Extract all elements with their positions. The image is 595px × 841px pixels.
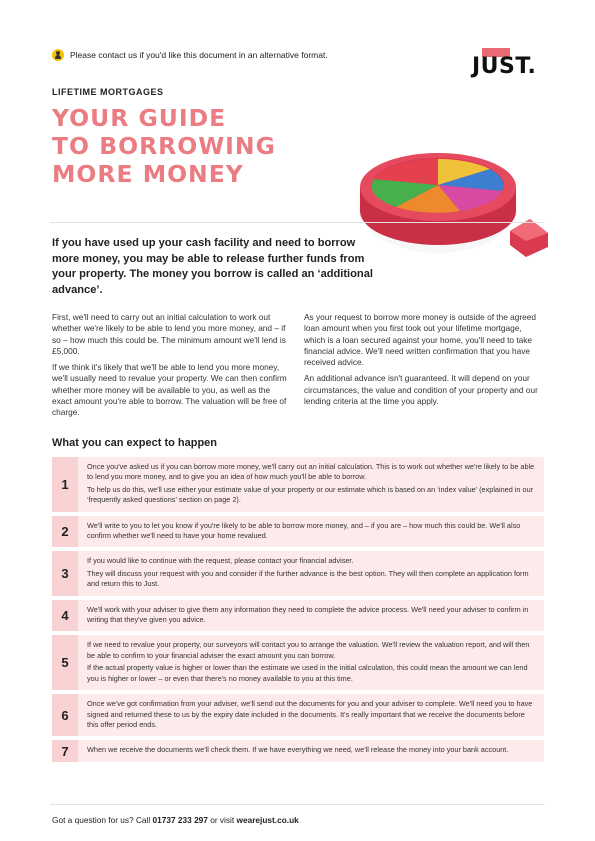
step-text	[78, 516, 544, 548]
step-item	[52, 516, 544, 548]
left-column	[52, 312, 288, 424]
alternative-format-note: Please contact us if you'd like this document in an alternative format.	[70, 50, 328, 60]
step-text	[78, 694, 544, 736]
step-paragraph: We'll write to you to let you know if you're likely to be able to borrow more money, and – if you are – how much this could be. We'll also confirm whether we'll need to have your home revalued.	[87, 520, 521, 541]
title-line: YOUR GUIDE	[52, 104, 227, 132]
step-paragraph: Once we've got confirmation from your adviser, we'll send out the documents for you and your adviser to complete. We'll need you to have signed and returned these to us by the expiry date included in the documents. It's really important that we receive the documents before this offer period ends.	[87, 699, 533, 729]
footer-middle: or visit	[207, 815, 237, 825]
person-info-icon	[52, 49, 64, 61]
title-line: MORE MONEY	[52, 160, 244, 188]
step-text	[78, 600, 544, 632]
intro-paragraph: If you have used up your cash facility and need to borrow more money, you may be able to release further funds from your property. The money you borrow is called an ‘additional advance’.	[52, 237, 373, 296]
step-text	[78, 635, 544, 690]
footer-prefix: Got a question for us? Call	[52, 815, 153, 825]
divider	[50, 222, 545, 223]
step-item	[52, 551, 544, 595]
step-number: 4	[52, 600, 78, 632]
step-text	[78, 457, 544, 512]
footer-contact	[52, 815, 299, 825]
step-item	[52, 600, 544, 632]
section-kicker: LIFETIME MORTGAGES	[52, 87, 164, 97]
page-title	[52, 104, 312, 188]
step-paragraph: If you would like to continue with the request, please contact your financial adviser.	[87, 556, 354, 566]
body-paragraph: First, we'll need to carry out an initial calculation to work out whether we're likely to be able to lend you more money, and – if so – how much this could be. The minimum amount we'll lend is £5,000.	[52, 312, 286, 356]
logo-text: JUST.	[472, 54, 537, 79]
just-logo	[472, 48, 550, 78]
website-link[interactable]: wearejust.co.uk	[236, 815, 299, 825]
step-item	[52, 635, 544, 690]
steps-heading: What you can expect to happen	[52, 437, 218, 449]
step-item	[52, 457, 544, 512]
step-text	[78, 551, 544, 595]
step-paragraph: Once you've asked us if you can borrow more money, we'll carry out an initial calculation. This is to work out whether we're likely to be able to lend you more money, and to give you an idea of how much you'll be able to borrow.	[87, 462, 535, 482]
accessibility-note	[52, 48, 452, 62]
step-paragraph: They will discuss your request with you and consider if the further advance is the best option. They will then complete an application form and return this to Just.	[87, 568, 529, 589]
title-line: TO BORROWING	[52, 132, 276, 160]
body-paragraph: An additional advance isn't guaranteed. It will depend on your circumstances, the value and condition of your property and our lending criteria at the time you apply.	[304, 373, 538, 407]
step-paragraph: If we need to revalue your property, our surveyors will contact you to arrange the valuation. We'll review the valuation report, and will then be able to confirm to your financial adviser the exact amount you can borrow.	[87, 640, 530, 660]
step-paragraph: We'll work with your adviser to give them any information they need to complete the advice process. We'll need your adviser to confirm in writing that they've given you advice.	[87, 604, 529, 625]
steps-list	[52, 457, 544, 766]
step-text	[78, 740, 544, 761]
phone-number[interactable]: 01737 233 297	[152, 815, 208, 825]
body-paragraph: As your request to borrow more money is outside of the agreed loan amount when you first took out your lifetime mortgage, which is a loan secured against your home, you'll need to take financial advice. We'll need written confirmation that you have received advice.	[304, 312, 536, 368]
step-number: 5	[52, 635, 78, 690]
step-number: 6	[52, 694, 78, 736]
body-paragraph: If we think it's likely that we'll be able to lend you more money, we'll usually need to revalue your property. We can then confirm whether more money will be available to you, as well as the exact amount you're able to borrow. The valuation will be free of charge.	[52, 362, 287, 418]
step-number: 3	[52, 551, 78, 595]
step-paragraph: If the actual property value is higher or lower than the estimate we used in the initial calculation, this could mean the amount we can lend you is higher or lower – or even that there's no money available to you at this time.	[87, 663, 528, 683]
step-number: 2	[52, 516, 78, 548]
step-number: 1	[52, 457, 78, 512]
step-paragraph: To help us do this, we'll use either your estimate value of your property or our estimate which is based on an ‘index value’ (explained in our ‘frequently asked questions’ section on page 2).	[87, 484, 534, 505]
step-number: 7	[52, 740, 78, 761]
step-item	[52, 740, 544, 761]
footer-divider	[50, 804, 545, 805]
right-column	[304, 312, 542, 412]
step-paragraph: When we receive the documents we'll check them. If we have everything we need, we'll release the money into your bank account.	[87, 745, 509, 755]
step-item	[52, 694, 544, 736]
